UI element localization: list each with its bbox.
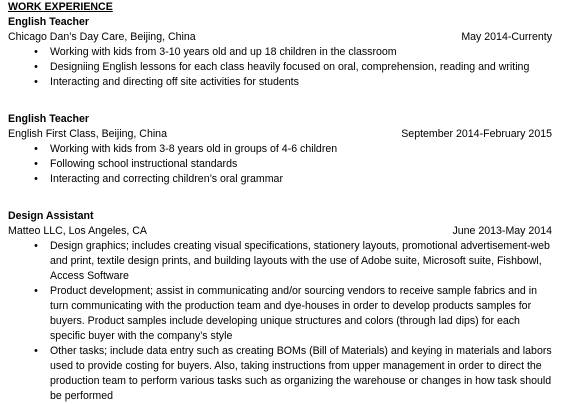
bullet-text: Design graphics; includes creating visual specifications, stationery layouts, promotional advertisement-web and print, textile design prints, and building layouts with the use of Adobe suite, Microsoft suite, Fishbowl, Access Software — [50, 240, 550, 282]
bullet-text: Product development; assist in communicating and/or sourcing vendors to receive sample fabrics and in turn communicating with the production team and dye-houses in order to develop products samples for buyers. Product samples include developing unique structures and colors (through lad dips) for each specific buyer with the company’s style — [50, 285, 537, 342]
bullet-icon: • — [34, 240, 38, 252]
job-dates: September 2014-February 2015 — [401, 128, 552, 140]
list-item — [8, 45, 558, 60]
spacer — [8, 187, 558, 209]
section-title-work-experience: WORK EXPERIENCE — [8, 1, 113, 13]
bullet-text: Interacting and directing off site activities for students — [50, 76, 299, 88]
resume-page — [8, 0, 558, 404]
list-item — [8, 60, 558, 75]
job-bullet-list — [8, 142, 558, 187]
job-meta — [8, 127, 558, 142]
job-organization: Matteo LLC, Los Angeles, CA — [8, 225, 147, 237]
job-title: Design Assistant — [8, 210, 94, 222]
bullet-text: Other tasks; include data entry such as creating BOMs (Bill of Materials) and keying in materials and labors used to provide costing for buyers. Also, taking instructions from upper management in order to direct the production team to perform various tasks such as organizing the warehouse or changes in how task should be performed — [50, 345, 552, 402]
job-bullet-list — [8, 239, 558, 404]
job-entry-2 — [8, 112, 558, 187]
job-title: English Teacher — [8, 113, 90, 125]
bullet-text: Working with kids from 3-10 years old and up 18 children in the classroom — [50, 46, 397, 58]
job-entry-3 — [8, 209, 558, 404]
job-meta — [8, 30, 558, 45]
job-bullet-list — [8, 45, 558, 90]
bullet-icon: • — [34, 158, 38, 170]
bullet-icon: • — [34, 173, 38, 185]
job-dates: May 2014-Currenty — [461, 31, 552, 43]
bullet-icon: • — [34, 345, 38, 357]
job-meta — [8, 224, 558, 239]
job-entry-1 — [8, 15, 558, 90]
bullet-text: Working with kids from 3-8 years old in groups of 4-6 children — [50, 143, 338, 155]
list-item — [8, 239, 558, 284]
bullet-icon: • — [34, 76, 38, 88]
bullet-text: Designiing English lessons for each class heavily focused on oral, comprehension, reading and writing — [50, 61, 530, 73]
list-item — [8, 157, 558, 172]
bullet-icon: • — [34, 285, 38, 297]
list-item — [8, 142, 558, 157]
job-organization: English First Class, Beijing, China — [8, 128, 167, 140]
bullet-text: Following school instructional standards — [50, 158, 238, 170]
bullet-icon: • — [34, 46, 38, 58]
bullet-icon: • — [34, 143, 38, 155]
spacer — [8, 90, 558, 112]
list-item — [8, 172, 558, 187]
job-dates: June 2013-May 2014 — [452, 225, 552, 237]
list-item — [8, 344, 558, 404]
bullet-icon: • — [34, 61, 38, 73]
list-item — [8, 75, 558, 90]
list-item — [8, 284, 558, 344]
bullet-text: Interacting and correcting children’s oral grammar — [50, 173, 283, 185]
job-title: English Teacher — [8, 16, 90, 28]
job-organization: Chicago Dan’s Day Care, Beijing, China — [8, 31, 196, 43]
